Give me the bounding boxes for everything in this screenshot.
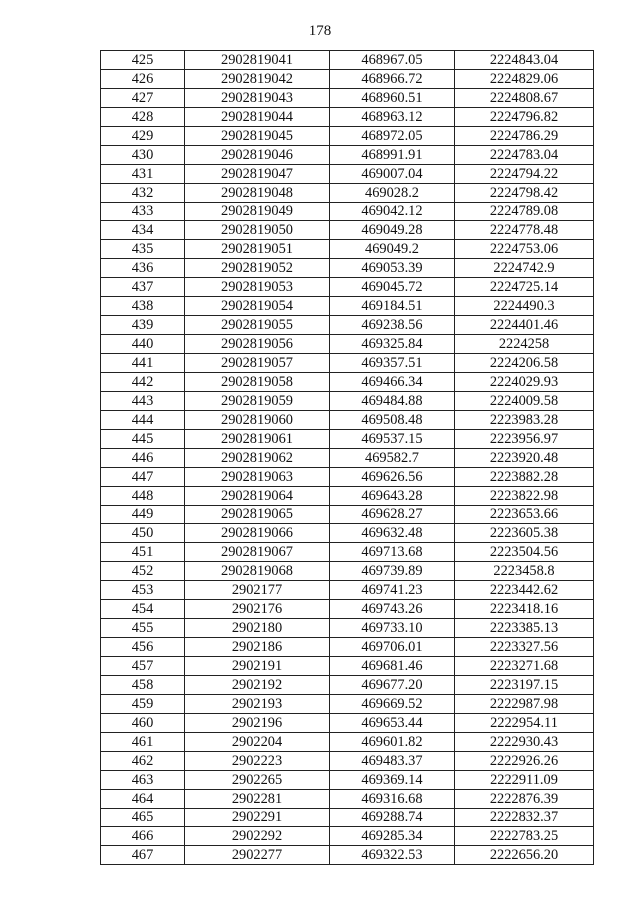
point-id-cell: 2902819045 [185, 126, 330, 145]
y-coordinate-cell: 2224725.14 [455, 278, 594, 297]
y-coordinate-cell: 2224789.08 [455, 202, 594, 221]
y-coordinate-cell: 2223385.13 [455, 619, 594, 638]
x-coordinate-cell: 469643.28 [330, 486, 455, 505]
y-coordinate-cell: 2222987.98 [455, 694, 594, 713]
row-number-cell: 436 [101, 259, 185, 278]
point-id-cell: 2902819053 [185, 278, 330, 297]
y-coordinate-cell: 2224753.06 [455, 240, 594, 259]
y-coordinate-cell: 2224829.06 [455, 69, 594, 88]
point-id-cell: 2902265 [185, 770, 330, 789]
point-id-cell: 2902177 [185, 581, 330, 600]
y-coordinate-cell: 2223197.15 [455, 675, 594, 694]
point-id-cell: 2902176 [185, 600, 330, 619]
table-row [101, 429, 594, 448]
coordinates-table-body [101, 51, 594, 865]
point-id-cell: 2902291 [185, 808, 330, 827]
table-row [101, 145, 594, 164]
x-coordinate-cell: 469316.68 [330, 789, 455, 808]
x-coordinate-cell: 469628.27 [330, 505, 455, 524]
table-row [101, 694, 594, 713]
y-coordinate-cell: 2222926.26 [455, 751, 594, 770]
y-coordinate-cell: 2222832.37 [455, 808, 594, 827]
point-id-cell: 2902819041 [185, 51, 330, 70]
x-coordinate-cell: 469288.74 [330, 808, 455, 827]
table-row [101, 297, 594, 316]
y-coordinate-cell: 2222783.25 [455, 827, 594, 846]
table-row [101, 675, 594, 694]
row-number-cell: 446 [101, 448, 185, 467]
x-coordinate-cell: 469537.15 [330, 429, 455, 448]
point-id-cell: 2902819059 [185, 391, 330, 410]
point-id-cell: 2902819065 [185, 505, 330, 524]
x-coordinate-cell: 469466.34 [330, 372, 455, 391]
row-number-cell: 458 [101, 675, 185, 694]
table-row [101, 240, 594, 259]
x-coordinate-cell: 469042.12 [330, 202, 455, 221]
x-coordinate-cell: 469681.46 [330, 657, 455, 676]
y-coordinate-cell: 2222911.09 [455, 770, 594, 789]
row-number-cell: 426 [101, 69, 185, 88]
point-id-cell: 2902819062 [185, 448, 330, 467]
table-row [101, 372, 594, 391]
table-row [101, 846, 594, 865]
y-coordinate-cell: 2222876.39 [455, 789, 594, 808]
point-id-cell: 2902819060 [185, 410, 330, 429]
row-number-cell: 453 [101, 581, 185, 600]
y-coordinate-cell: 2224258 [455, 335, 594, 354]
row-number-cell: 445 [101, 429, 185, 448]
x-coordinate-cell: 468966.72 [330, 69, 455, 88]
x-coordinate-cell: 469706.01 [330, 638, 455, 657]
point-id-cell: 2902819044 [185, 107, 330, 126]
row-number-cell: 449 [101, 505, 185, 524]
x-coordinate-cell: 469049.28 [330, 221, 455, 240]
row-number-cell: 427 [101, 88, 185, 107]
row-number-cell: 429 [101, 126, 185, 145]
y-coordinate-cell: 2223442.62 [455, 581, 594, 600]
table-row [101, 88, 594, 107]
table-row [101, 562, 594, 581]
x-coordinate-cell: 469028.2 [330, 183, 455, 202]
row-number-cell: 435 [101, 240, 185, 259]
point-id-cell: 2902819046 [185, 145, 330, 164]
row-number-cell: 430 [101, 145, 185, 164]
x-coordinate-cell: 469322.53 [330, 846, 455, 865]
table-row [101, 448, 594, 467]
table-row [101, 827, 594, 846]
row-number-cell: 455 [101, 619, 185, 638]
y-coordinate-cell: 2224742.9 [455, 259, 594, 278]
row-number-cell: 428 [101, 107, 185, 126]
x-coordinate-cell: 469285.34 [330, 827, 455, 846]
point-id-cell: 2902819068 [185, 562, 330, 581]
y-coordinate-cell: 2224401.46 [455, 316, 594, 335]
y-coordinate-cell: 2224796.82 [455, 107, 594, 126]
table-row [101, 638, 594, 657]
y-coordinate-cell: 2224783.04 [455, 145, 594, 164]
table-row [101, 183, 594, 202]
row-number-cell: 456 [101, 638, 185, 657]
row-number-cell: 457 [101, 657, 185, 676]
point-id-cell: 2902819057 [185, 354, 330, 373]
y-coordinate-cell: 2223882.28 [455, 467, 594, 486]
row-number-cell: 434 [101, 221, 185, 240]
row-number-cell: 438 [101, 297, 185, 316]
point-id-cell: 2902819058 [185, 372, 330, 391]
point-id-cell: 2902180 [185, 619, 330, 638]
row-number-cell: 448 [101, 486, 185, 505]
table-row [101, 69, 594, 88]
row-number-cell: 463 [101, 770, 185, 789]
point-id-cell: 2902192 [185, 675, 330, 694]
x-coordinate-cell: 469743.26 [330, 600, 455, 619]
point-id-cell: 2902819063 [185, 467, 330, 486]
row-number-cell: 467 [101, 846, 185, 865]
row-number-cell: 462 [101, 751, 185, 770]
row-number-cell: 444 [101, 410, 185, 429]
point-id-cell: 2902819043 [185, 88, 330, 107]
table-row [101, 581, 594, 600]
row-number-cell: 454 [101, 600, 185, 619]
x-coordinate-cell: 469357.51 [330, 354, 455, 373]
point-id-cell: 2902223 [185, 751, 330, 770]
point-id-cell: 2902204 [185, 732, 330, 751]
x-coordinate-cell: 469053.39 [330, 259, 455, 278]
x-coordinate-cell: 469632.48 [330, 524, 455, 543]
x-coordinate-cell: 469369.14 [330, 770, 455, 789]
row-number-cell: 437 [101, 278, 185, 297]
row-number-cell: 459 [101, 694, 185, 713]
point-id-cell: 2902193 [185, 694, 330, 713]
x-coordinate-cell: 469049.2 [330, 240, 455, 259]
table-row [101, 467, 594, 486]
x-coordinate-cell: 469669.52 [330, 694, 455, 713]
x-coordinate-cell: 469325.84 [330, 335, 455, 354]
row-number-cell: 452 [101, 562, 185, 581]
table-row [101, 354, 594, 373]
x-coordinate-cell: 468991.91 [330, 145, 455, 164]
table-row [101, 51, 594, 70]
table-row [101, 410, 594, 429]
point-id-cell: 2902819061 [185, 429, 330, 448]
row-number-cell: 466 [101, 827, 185, 846]
table-row [101, 335, 594, 354]
y-coordinate-cell: 2223271.68 [455, 657, 594, 676]
y-coordinate-cell: 2222954.11 [455, 713, 594, 732]
table-row [101, 657, 594, 676]
x-coordinate-cell: 469483.37 [330, 751, 455, 770]
table-row [101, 107, 594, 126]
y-coordinate-cell: 2224794.22 [455, 164, 594, 183]
y-coordinate-cell: 2224009.58 [455, 391, 594, 410]
point-id-cell: 2902292 [185, 827, 330, 846]
x-coordinate-cell: 469508.48 [330, 410, 455, 429]
x-coordinate-cell: 469741.23 [330, 581, 455, 600]
table-row [101, 808, 594, 827]
x-coordinate-cell: 469007.04 [330, 164, 455, 183]
point-id-cell: 2902819051 [185, 240, 330, 259]
row-number-cell: 442 [101, 372, 185, 391]
table-row [101, 202, 594, 221]
y-coordinate-cell: 2224029.93 [455, 372, 594, 391]
y-coordinate-cell: 2224843.04 [455, 51, 594, 70]
x-coordinate-cell: 469045.72 [330, 278, 455, 297]
table-row [101, 600, 594, 619]
row-number-cell: 465 [101, 808, 185, 827]
table-row [101, 391, 594, 410]
x-coordinate-cell: 468960.51 [330, 88, 455, 107]
x-coordinate-cell: 469238.56 [330, 316, 455, 335]
table-row [101, 524, 594, 543]
table-row [101, 789, 594, 808]
table-row [101, 221, 594, 240]
point-id-cell: 2902186 [185, 638, 330, 657]
y-coordinate-cell: 2223822.98 [455, 486, 594, 505]
point-id-cell: 2902819047 [185, 164, 330, 183]
y-coordinate-cell: 2223458.8 [455, 562, 594, 581]
y-coordinate-cell: 2224778.48 [455, 221, 594, 240]
table-row [101, 713, 594, 732]
row-number-cell: 460 [101, 713, 185, 732]
row-number-cell: 447 [101, 467, 185, 486]
y-coordinate-cell: 2223920.48 [455, 448, 594, 467]
point-id-cell: 2902819054 [185, 297, 330, 316]
table-row [101, 505, 594, 524]
table-row [101, 278, 594, 297]
row-number-cell: 440 [101, 335, 185, 354]
x-coordinate-cell: 468972.05 [330, 126, 455, 145]
x-coordinate-cell: 469626.56 [330, 467, 455, 486]
table-row [101, 619, 594, 638]
y-coordinate-cell: 2223418.16 [455, 600, 594, 619]
point-id-cell: 2902819049 [185, 202, 330, 221]
y-coordinate-cell: 2224206.58 [455, 354, 594, 373]
point-id-cell: 2902819052 [185, 259, 330, 278]
point-id-cell: 2902819042 [185, 69, 330, 88]
point-id-cell: 2902281 [185, 789, 330, 808]
y-coordinate-cell: 2223956.97 [455, 429, 594, 448]
row-number-cell: 425 [101, 51, 185, 70]
y-coordinate-cell: 2224786.29 [455, 126, 594, 145]
point-id-cell: 2902819067 [185, 543, 330, 562]
y-coordinate-cell: 2222656.20 [455, 846, 594, 865]
row-number-cell: 431 [101, 164, 185, 183]
x-coordinate-cell: 469582.7 [330, 448, 455, 467]
table-row [101, 164, 594, 183]
point-id-cell: 2902819066 [185, 524, 330, 543]
x-coordinate-cell: 468963.12 [330, 107, 455, 126]
table-row [101, 770, 594, 789]
x-coordinate-cell: 469677.20 [330, 675, 455, 694]
x-coordinate-cell: 469184.51 [330, 297, 455, 316]
y-coordinate-cell: 2223605.38 [455, 524, 594, 543]
y-coordinate-cell: 2224490.3 [455, 297, 594, 316]
y-coordinate-cell: 2224808.67 [455, 88, 594, 107]
y-coordinate-cell: 2224798.42 [455, 183, 594, 202]
y-coordinate-cell: 2222930.43 [455, 732, 594, 751]
row-number-cell: 461 [101, 732, 185, 751]
point-id-cell: 2902819048 [185, 183, 330, 202]
point-id-cell: 2902819064 [185, 486, 330, 505]
y-coordinate-cell: 2223983.28 [455, 410, 594, 429]
x-coordinate-cell: 469601.82 [330, 732, 455, 751]
row-number-cell: 441 [101, 354, 185, 373]
row-number-cell: 450 [101, 524, 185, 543]
point-id-cell: 2902191 [185, 657, 330, 676]
y-coordinate-cell: 2223327.56 [455, 638, 594, 657]
row-number-cell: 464 [101, 789, 185, 808]
row-number-cell: 443 [101, 391, 185, 410]
point-id-cell: 2902196 [185, 713, 330, 732]
x-coordinate-cell: 469733.10 [330, 619, 455, 638]
table-row [101, 732, 594, 751]
point-id-cell: 2902819056 [185, 335, 330, 354]
x-coordinate-cell: 469739.89 [330, 562, 455, 581]
table-row [101, 316, 594, 335]
table-row [101, 751, 594, 770]
point-id-cell: 2902819055 [185, 316, 330, 335]
y-coordinate-cell: 2223504.56 [455, 543, 594, 562]
x-coordinate-cell: 468967.05 [330, 51, 455, 70]
x-coordinate-cell: 469484.88 [330, 391, 455, 410]
y-coordinate-cell: 2223653.66 [455, 505, 594, 524]
point-id-cell: 2902819050 [185, 221, 330, 240]
table-row [101, 259, 594, 278]
table-row [101, 126, 594, 145]
row-number-cell: 432 [101, 183, 185, 202]
row-number-cell: 439 [101, 316, 185, 335]
row-number-cell: 451 [101, 543, 185, 562]
point-id-cell: 2902277 [185, 846, 330, 865]
coordinates-table [100, 50, 594, 865]
row-number-cell: 433 [101, 202, 185, 221]
table-row [101, 543, 594, 562]
page-number: 178 [308, 23, 332, 39]
x-coordinate-cell: 469653.44 [330, 713, 455, 732]
x-coordinate-cell: 469713.68 [330, 543, 455, 562]
table-row [101, 486, 594, 505]
